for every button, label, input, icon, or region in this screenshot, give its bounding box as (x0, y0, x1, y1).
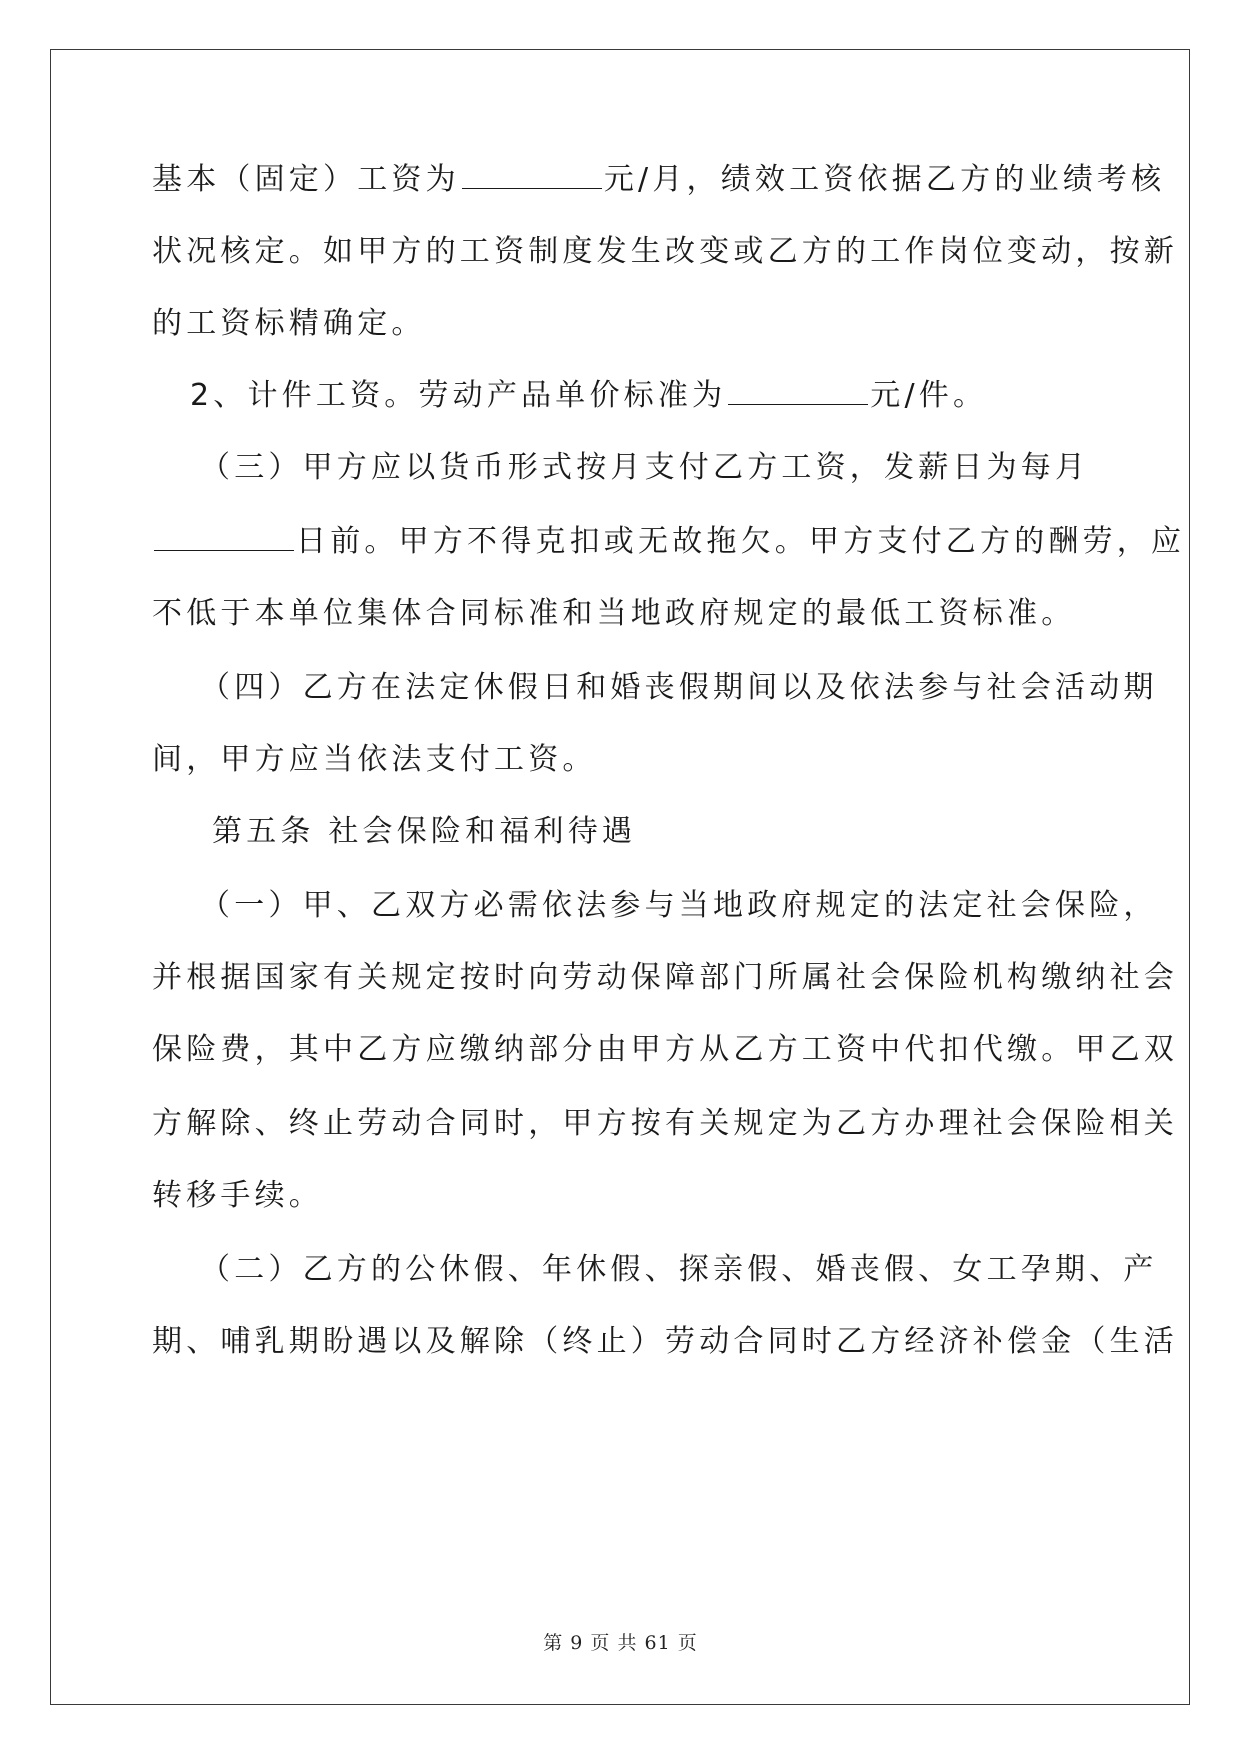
paragraph-line: 转移手续。 (152, 1178, 323, 1213)
paragraph-line: （四）乙方在法定休假日和婚丧假期间以及依法参与社会活动期 (200, 670, 1158, 705)
paragraph-line: 间，甲方应当依法支付工资。 (152, 742, 597, 777)
paragraph-line (190, 378, 987, 414)
paragraph-line: 期、哺乳期盼遇以及解除（终止）劳动合同时乙方经济补偿金（生活 (152, 1324, 1178, 1359)
paragraph-line: （二）乙方的公休假、年休假、探亲假、婚丧假、女工孕期、产 (200, 1252, 1158, 1287)
paragraph-line: （一）甲、乙双方必需依法参与当地政府规定的法定社会保险， (200, 888, 1158, 923)
text-segment: 元/月，绩效工资依据乙方的业绩考核 (603, 162, 1166, 197)
paragraph-line: （三）甲方应以货币形式按月支付乙方工资，发薪日为每月 (200, 450, 1090, 485)
text-segment: 日前。甲方不得克扣或无故拖欠。甲方支付乙方的酬劳，应 (296, 524, 1186, 559)
page-number-footer: 第 9 页 共 61 页 (543, 1632, 698, 1654)
paragraph-line: 保险费，其中乙方应缴纳部分由甲方从乙方工资中代扣代缴。甲乙双 (152, 1032, 1178, 1067)
paragraph-line: 的工资标精确定。 (152, 306, 426, 341)
text-segment: 基本（固定）工资为 (152, 162, 460, 197)
page-border (50, 49, 1190, 1705)
paragraph-line (152, 162, 1165, 198)
fill-in-blank[interactable] (462, 162, 602, 189)
text-segment: 元/件。 (870, 378, 988, 413)
paragraph-line: 并根据国家有关规定按时向劳动保障部门所属社会保险机构缴纳社会 (152, 960, 1178, 995)
fill-in-blank[interactable] (728, 378, 868, 405)
paragraph-line: 状况核定。如甲方的工资制度发生改变或乙方的工作岗位变动，按新 (152, 234, 1178, 269)
fill-in-blank[interactable] (154, 524, 294, 551)
text-segment: 2、计件工资。劳动产品单价标准为 (190, 378, 727, 413)
paragraph-line: 方解除、终止劳动合同时，甲方按有关规定为乙方办理社会保险相关 (152, 1106, 1178, 1141)
paragraph-line (152, 524, 1185, 560)
paragraph-line: 不低于本单位集体合同标准和当地政府规定的最低工资标准。 (152, 596, 1076, 631)
section-heading: 第五条 社会保险和福利待遇 (212, 814, 637, 849)
